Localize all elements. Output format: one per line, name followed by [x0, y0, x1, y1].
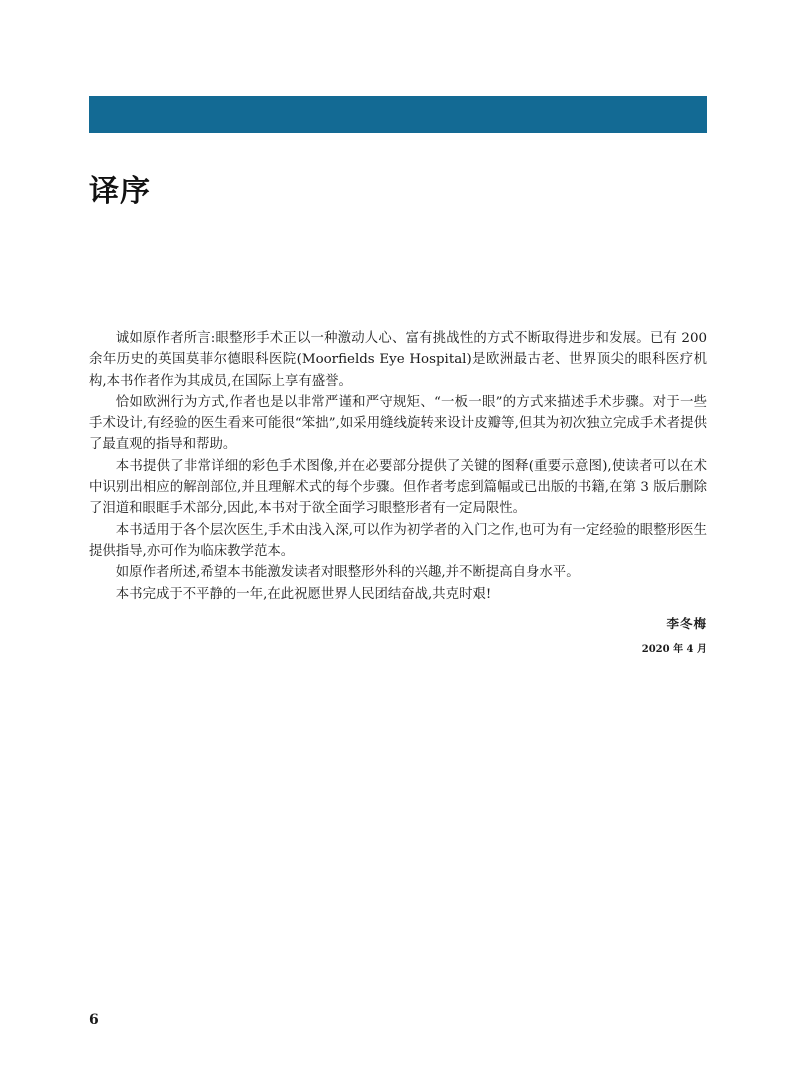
paragraph: 恰如欧洲行为方式,作者也是以非常严谨和严守规矩、“一板一眼”的方式来描述手术步骤。对于一些手术设计,有经验的医生看来可能很“笨拙”,如采用缝线旋转来设计皮瓣等,但其为初次独立完成手术者提供了最直观的指导和帮助。 — [89, 394, 707, 453]
page-number: 6 — [89, 1012, 99, 1028]
paragraph: 诚如原作者所言:眼整形手术正以一种激动人心、富有挑战性的方式不断取得进步和发展。已有 200 余年历史的英国莫菲尔德眼科医院(Moorfields Eye Hospital)是欧洲最古老、世界顶尖的眼科医疗机构,本书作者作为其成员,在国际上享有盛誉。 — [89, 331, 707, 389]
translator-name: 李冬梅 — [666, 616, 707, 631]
signature-block — [642, 614, 707, 655]
paragraph: 如原作者所述,希望本书能激发读者对眼整形外科的兴趣,并不断提高自身水平。 — [115, 565, 580, 581]
signature-date: 2020 年 4 月 — [641, 644, 707, 655]
preface-body — [89, 328, 707, 605]
paragraph: 本书适用于各个层次医生,手术由浅入深,可以作为初学者的入门之作,也可为有一定经验的眼整形医生提供指导,亦可作为临床教学范本。 — [89, 522, 707, 559]
header-banner — [89, 96, 707, 133]
page-title: 译序 — [89, 174, 151, 209]
paragraph: 本书提供了非常详细的彩色手术图像,并在必要部分提供了关键的图释(重要示意图),使读者可以在术中识别出相应的解剖部位,并且理解术式的每个步骤。但作者考虑到篇幅或已出版的书籍,在第 3 版后删除了泪道和眼眶手术部分,因此,本书对于欲全面学习眼整形者有一定局限性。 — [89, 458, 707, 517]
paragraph: 本书完成于不平静的一年,在此祝愿世界人民团结奋战,共克时艰! — [115, 586, 492, 602]
